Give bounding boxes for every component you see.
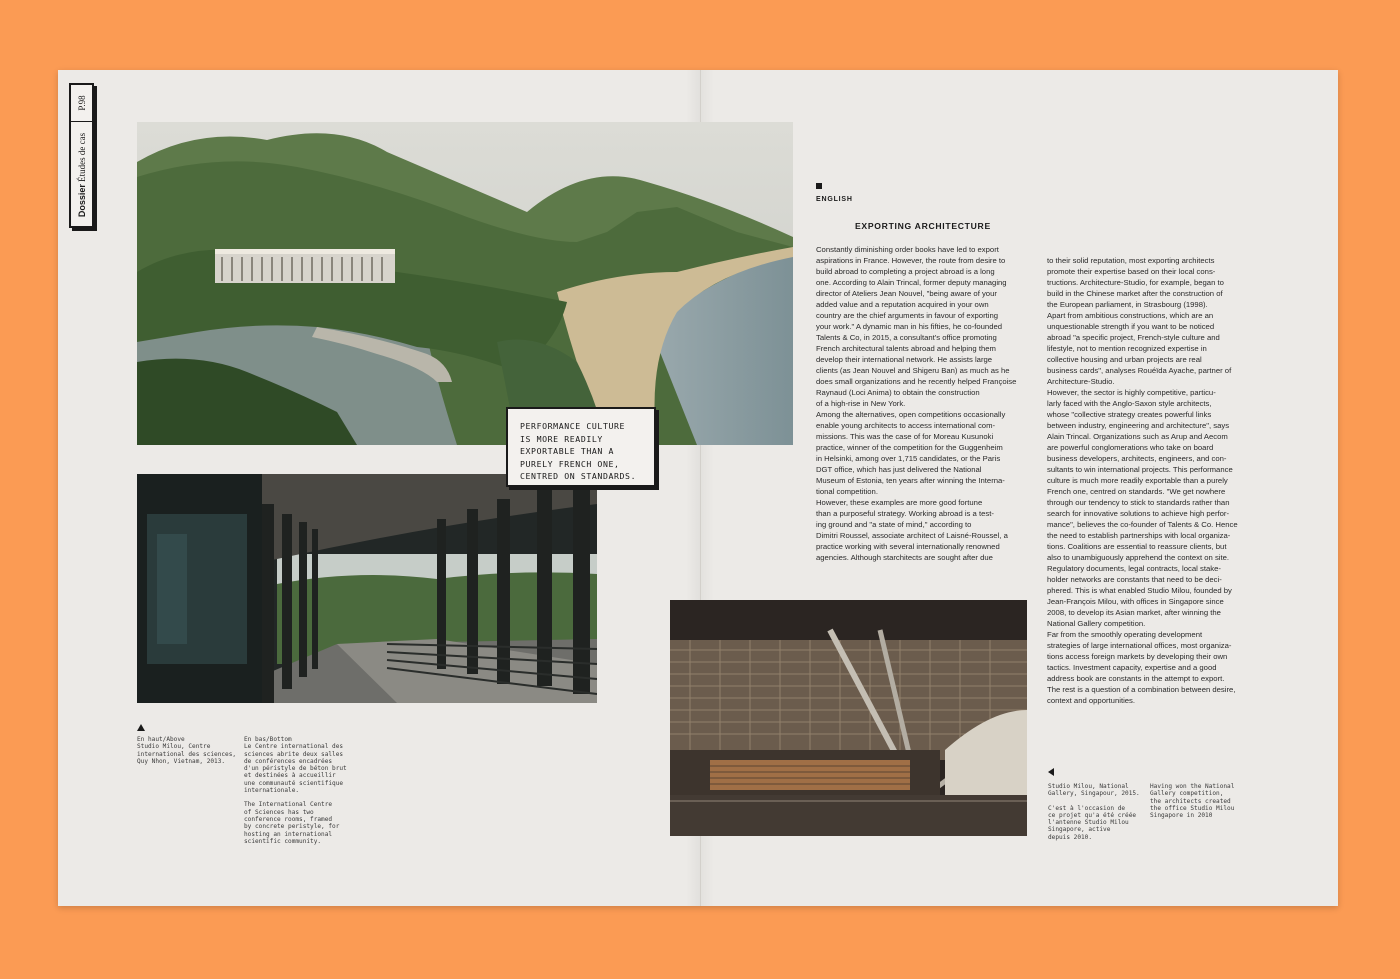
caption-national-gallery-en — [1150, 783, 1234, 819]
section-tab — [69, 83, 94, 228]
caption-line: Quy Nhon, Vietnam, 2013. — [137, 757, 226, 765]
article-line: French architectural talents abroad and helping them — [816, 344, 996, 353]
article-line: Raynaud (Loci Anima) to obtain the construction — [816, 388, 980, 397]
caption-line: the architects created — [1150, 797, 1231, 805]
article-line: tactics. Investment capacity, expertise and a good — [1047, 663, 1217, 672]
article-line: tional competition. — [816, 487, 878, 496]
article-line: of a high-rise in New York. — [816, 399, 906, 408]
article-line: one. According to Alain Trincal, former deputy managing — [816, 278, 1007, 287]
article-line: are powerful conglomerations who take on board — [1047, 443, 1214, 452]
article-line: French one, centred on standards. "We get nowhere — [1047, 487, 1226, 496]
article-line: unquestionable strength if you want to be noticed — [1047, 322, 1215, 331]
language-label: ENGLISH — [816, 196, 853, 203]
article-line: enable young architects to access international com- — [816, 421, 996, 430]
article-line: business developers, architects, engineers, and con- — [1047, 454, 1227, 463]
article-line: ing ground and "a state of mind," according to — [816, 520, 972, 529]
article-line: missions. This was the case of for Moreau Kusunoki — [816, 432, 994, 441]
section-name: Dossier — [76, 184, 87, 218]
article-line: the need to establish partnerships with local organiza- — [1047, 531, 1231, 540]
article-line: Apart from ambitious constructions, which are an — [1047, 311, 1214, 320]
caption-above — [137, 736, 236, 765]
caption-line: d'un péristyle de béton brut — [244, 765, 347, 773]
article-line: build in the Chinese market after the construction of — [1047, 289, 1223, 298]
article-line: culture is much more readily exportable than a purely — [1047, 476, 1228, 485]
caption-line: conference rooms, framed — [244, 815, 333, 823]
quote-line: IS MORE READILY — [520, 433, 603, 444]
article-line: does small organizations and he recently helped Françoise — [816, 377, 1017, 386]
article-line: country are the chief arguments in favour of exporting — [816, 311, 999, 320]
article-line: context and opportunities. — [1047, 696, 1136, 705]
article-line: added value and a reputation acquired in your own — [816, 300, 989, 309]
caption-line: Having won the National — [1150, 783, 1235, 790]
section-label — [77, 133, 87, 217]
article-line: larly faced with the Anglo-Saxon style architects, — [1047, 399, 1212, 408]
article-line: your work." A dynamic man in his fifties, he co-founded — [816, 322, 1003, 331]
article-line: director of Ateliers Jean Nouvel, "being aware of your — [816, 289, 997, 298]
article-line: in Helsinki, among over 1,715 candidates, or the Paris — [816, 454, 1001, 463]
article-line: tions access foreign markets by developing their own — [1047, 652, 1228, 661]
caption-line: et destinées à accueillir — [244, 772, 336, 780]
tab-divider — [71, 121, 92, 122]
article-line: to their solid reputation, most exporting architects — [1047, 256, 1215, 265]
photo-peristyle — [137, 474, 597, 703]
article-line: strategies of large international offices, most organiza- — [1047, 641, 1232, 650]
caption-line: une communauté scientifique — [244, 779, 344, 787]
caption-line: international des sciences, — [137, 750, 237, 758]
caption-line: Studio Milou, National — [1048, 783, 1129, 790]
article-line: sultants to win international projects. This performance — [1047, 465, 1233, 474]
article-line: address book are constants in the attempt to export. — [1047, 674, 1225, 683]
magazine-spread — [58, 70, 1338, 906]
caption-line: hosting an international — [244, 830, 333, 838]
article-line: Regulatory documents, legal contracts, local stake- — [1047, 564, 1221, 573]
caption-line: depuis 2010. — [1048, 833, 1093, 841]
caption-line: l'antenne Studio Milou — [1048, 819, 1129, 827]
article-line: search for innovative solutions to achieve high perfor- — [1047, 509, 1230, 518]
caption-line: sciences abrite deux salles — [244, 750, 344, 758]
photo-national-gallery — [670, 600, 1027, 836]
article-line: Museum of Estonia, ten years after winning the Interna- — [816, 476, 1005, 485]
caption-line: Le Centre international des — [244, 743, 344, 751]
caption-line: The International Centre — [244, 801, 333, 809]
caption-line: Gallery, Singapour, 2015. — [1048, 790, 1140, 798]
article-line: Alain Trincal. Organizations such as Arup and Aecom — [1047, 432, 1228, 441]
article-line: Among the alternatives, open competitions occasionally — [816, 410, 1006, 419]
caption-line: En haut/Above — [137, 736, 185, 743]
article-line: lifestyle, not to mention recognized expertise in — [1047, 344, 1207, 353]
article-line: build abroad to completing a project abroad is a long — [816, 267, 995, 276]
page-number: P.98 — [76, 95, 87, 111]
caption-line: Gallery competition, — [1150, 790, 1224, 798]
subsection-name: Études de cas — [76, 132, 87, 182]
article-line: develop their international network. He assists large — [816, 355, 993, 364]
pull-quote — [506, 407, 656, 487]
article-line: The rest is a question of a combination between desire, — [1047, 685, 1236, 694]
article-line: agencies. Although starchitects are sought after due — [816, 553, 993, 562]
caption-line: scientific community. — [244, 837, 322, 845]
article-line: tructions. Architecture-Studio, for example, began to — [1047, 278, 1224, 287]
caption-line: C'est à l'occasion de — [1048, 804, 1126, 812]
quote-line: PURELY FRENCH ONE, — [520, 458, 620, 469]
article-line: whose "collective strategy creates powerful links — [1047, 410, 1212, 419]
article-line: between industry, engineering and architecture", says — [1047, 421, 1230, 430]
article-line: Far from the smoothly operating development — [1047, 630, 1203, 639]
article-line: 2008, to develop its Asian market, after winning the — [1047, 608, 1221, 617]
article-line: promote their expertise based on their local cons- — [1047, 267, 1216, 276]
quote-line: PERFORMANCE CULTURE — [520, 421, 626, 431]
article-column-1 — [816, 244, 1016, 563]
caption-arrow-left-icon — [1048, 768, 1054, 776]
caption-line: the office Studio Milou — [1150, 804, 1235, 812]
article-line: clients (as Jean Nouvel and Shigeru Ban) as much as he — [816, 366, 1010, 375]
quote-line: EXPORTABLE THAN A — [520, 446, 614, 456]
photo-science-centre-landscape — [137, 122, 793, 445]
article-line: aspirations in France. However, the route from desire to — [816, 256, 1006, 265]
article-line: mance", believes the co-founder of Talents & Co. Hence — [1047, 520, 1238, 529]
article-line: National Gallery competition. — [1047, 619, 1146, 628]
article-line: business cards", analyses Rouéïda Ayache, partner of — [1047, 366, 1232, 375]
article-line: Architecture-Studio. — [1047, 377, 1115, 386]
article-line: However, these examples are more good fortune — [816, 498, 983, 507]
article-line: DGT office, which has just delivered the National — [816, 465, 982, 474]
article-line: than a purposeful strategy. Working abroad is a test- — [816, 509, 994, 518]
article-column-2 — [1047, 255, 1238, 706]
caption-bottom — [244, 736, 347, 845]
article-line: the European parliament, in Strasbourg (1998). — [1047, 300, 1208, 309]
caption-line: En bas/Bottom — [244, 736, 292, 743]
article-title: EXPORTING ARCHITECTURE — [855, 221, 991, 231]
article-line: collective housing and urban projects are real — [1047, 355, 1202, 364]
article-line: also to unambiguously apprehend the context on site. — [1047, 553, 1230, 562]
article-line: holder networks are constants that need to be deci- — [1047, 575, 1222, 584]
caption-line: Singapore in 2010 — [1150, 812, 1213, 820]
article-line: practice working with several internationally renowned — [816, 542, 1000, 551]
article-line: However, the sector is highly competitive, particu- — [1047, 388, 1216, 397]
article-line: abroad "a specific project, French-style culture and — [1047, 333, 1220, 342]
caption-national-gallery — [1048, 783, 1140, 841]
caption-line: ce projet qu'a été créée — [1048, 811, 1137, 819]
article-line: Constantly diminishing order books have led to export — [816, 245, 999, 254]
article-line: practice, winner of the competition for the Guggenheim — [816, 443, 1003, 452]
caption-line: Studio Milou, Centre — [137, 743, 211, 751]
article-line: through our tendency to stick to standards rather than — [1047, 498, 1230, 507]
article-line: Talents & Co, in 2015, a consultant's office promoting — [816, 333, 997, 342]
article-line: phered. This is what enabled Studio Milou, founded by — [1047, 586, 1232, 595]
caption-line: Singapore, active — [1048, 826, 1111, 834]
caption-line: de conférences encadrées — [244, 757, 333, 765]
article-line: tions. Coalitions are essential to reassure clients, but — [1047, 542, 1227, 551]
quote-line: CENTRED ON STANDARDS. — [520, 471, 637, 481]
caption-line: by concrete peristyle, for — [244, 823, 340, 831]
caption-arrow-up-icon — [137, 724, 145, 731]
article-line: Dimitri Roussel, associate architect of Laisné-Roussel, a — [816, 531, 1008, 540]
section-marker-square — [816, 183, 822, 189]
caption-line: internationale. — [244, 787, 300, 795]
caption-line: of Sciences has two — [244, 808, 314, 816]
article-line: Jean-François Milou, with offices in Singapore since — [1047, 597, 1224, 606]
